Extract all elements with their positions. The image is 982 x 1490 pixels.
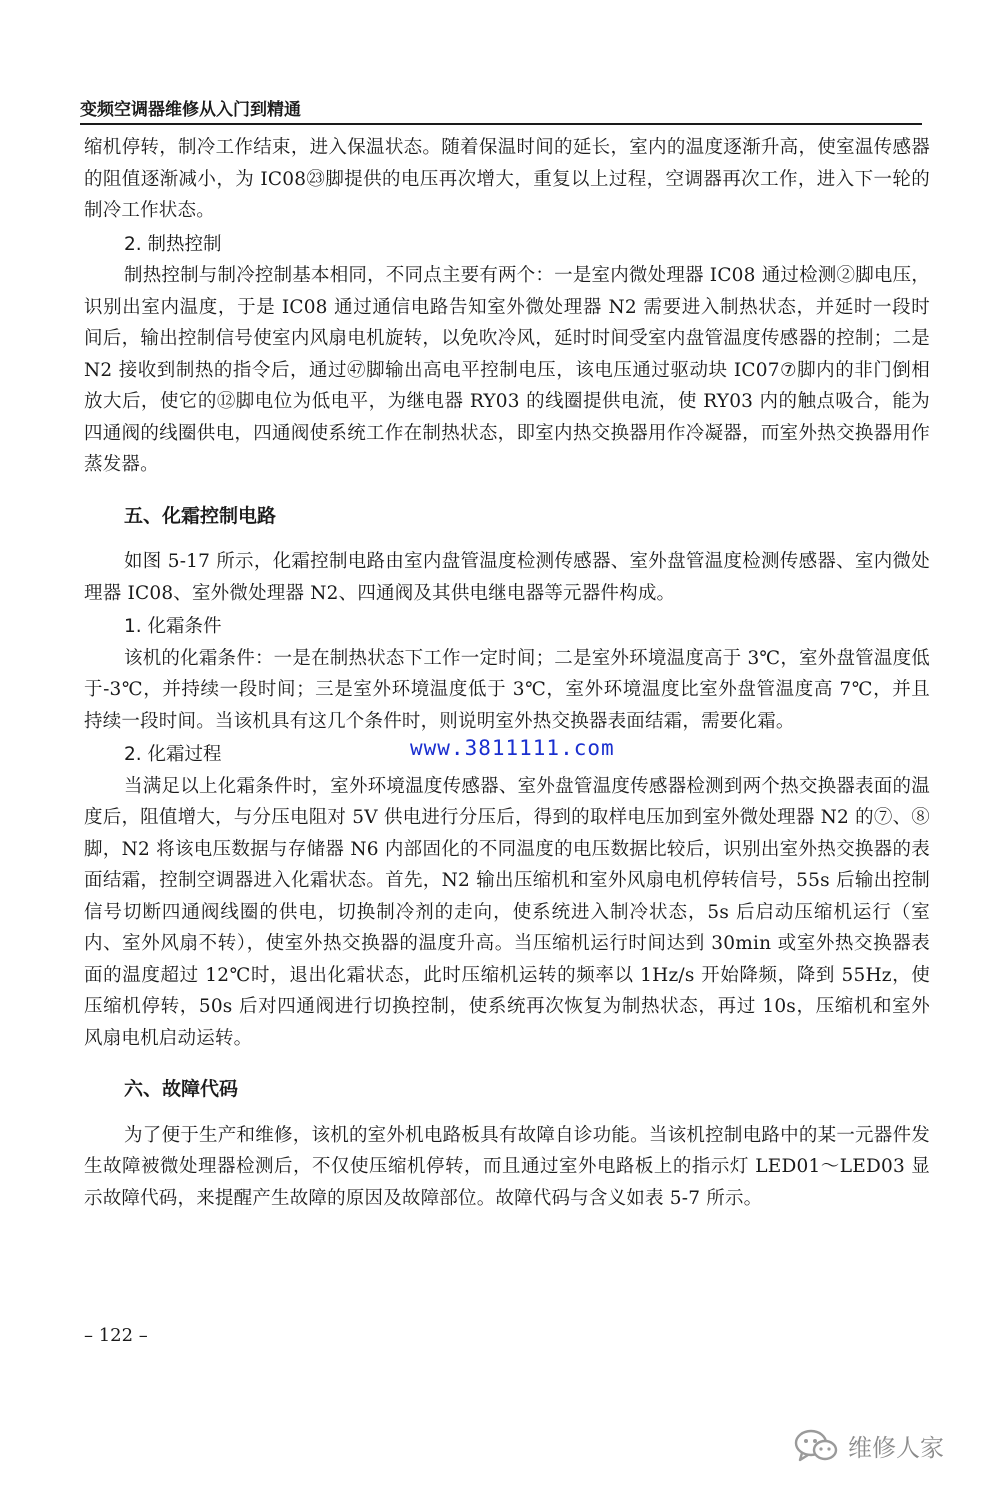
- subheading-defrost-conditions: 1. 化霜条件: [124, 616, 222, 637]
- section-heading-fault-codes: 六、故障代码: [124, 1078, 239, 1100]
- url-watermark: www.3811111.com: [410, 736, 615, 760]
- wechat-watermark: [794, 1428, 944, 1463]
- paragraph-fault-codes: 为了便于生产和维修，该机的室外机电路板具有故障自诊功能。当该机控制电路中的某一元器件发生故障被微处理器检测后，不仅使压缩机停转，而且通过室外电路板上的指示灯 LED01～LED03 显示故障代码，来提醒产生故障的原因及故障部位。故障代码与含义如表 5-7 所示。: [84, 1124, 930, 1209]
- paragraph-cooling-end: 缩机停转，制冷工作结束，进入保温状态。随着保温时间的延长，室内的温度逐渐升高，使室温传感器的阻值逐渐减小，为 IC08㉓脚提供的电压再次增大，重复以上过程，空调器再次工作，进入下一轮的制冷工作状态。: [84, 137, 930, 221]
- page-number: – 122 –: [84, 1325, 148, 1346]
- paragraph-defrost-process: 当满足以上化霜条件时，室外环境温度传感器、室外盘管温度传感器检测到两个热交换器表面的温度后，阻值增大，与分压电阻对 5V 供电进行分压后，得到的取样电压加到室外微处理器 N2 的⑦、⑧脚，N2 将该电压数据与存储器 N6 内部固化的不同温度的电压数据比较后，识别出室外热交换器的表面结霜，控制空调器进入化霜状态。首先，N2 输出压缩机和室外风扇电机停转信号，55s 后输出控制信号切断四通阀线圈的供电，切换制冷剂的走向，使系统进入制冷状态，5s 后启动压缩机运行（室内、室外风扇不转），使室外热交换器的温度升高。当压缩机运行时间达到 30min 或室外热交换器表面的温度超过 12℃时，退出化霜状态，此时压缩机运转的频率以 1Hz/s 开始降频，降到 55Hz，使压缩机停转，50s 后对四通阀进行切换控制，使系统再次恢复为制热状态，再过 10s，压缩机和室外风扇电机启动运转。: [84, 775, 930, 1049]
- subheading-heating-control: 2. 制热控制: [124, 233, 222, 255]
- paragraph-defrost-intro: 如图 5-17 所示，化霜控制电路由室内盘管温度检测传感器、室外盘管温度检测传感器、室内微处理器 IC08、室外微处理器 N2、四通阀及其供电继电器等元器件构成。: [84, 551, 930, 604]
- header-rule: [80, 123, 922, 125]
- paragraph-heating-control: 制热控制与制冷控制基本相同，不同点主要有两个：一是室内微处理器 IC08 通过检测②脚电压，识别出室内温度，于是 IC08 通过通信电路告知室外微处理器 N2 需要进入制热状态，并延时一段时间后，输出控制信号使室内风扇电机旋转，以免吹冷风，延时时间受室内盘管温度传感器的控制；二是 N2 接收到制热的指令后，通过㊼脚输出高电平控制电压，该电压通过驱动块 IC07⑦脚内的非门倒相放大后，使它的⑫脚电位为低电平，为继电器 RY03 的线圈提供电流，使 RY03 内的触点吸合，能为四通阀的线圈供电，四通阀使系统工作在制热状态，即室内热交换器用作冷凝器，而室外热交换器用作蒸发器。: [84, 265, 930, 475]
- wechat-account-name: 维修人家: [848, 1434, 944, 1462]
- wechat-icon: [794, 1429, 838, 1463]
- paragraph-defrost-conditions: 该机的化霜条件：一是在制热状态下工作一定时间；二是室外环境温度高于 3℃，室外盘管温度低于-3℃，并持续一段时间；三是室外环境温度低于 3℃，室外环境温度比室外盘管温度高 7℃，并且持续一段时间。当该机具有这几个条件时，则说明室外热交换器表面结霜，需要化霜。: [84, 647, 930, 732]
- running-header: 变频空调器维修从入门到精通: [80, 100, 301, 120]
- page-body: [84, 132, 930, 1214]
- section-heading-defrost: 五、化霜控制电路: [124, 504, 277, 527]
- subheading-defrost-process: 2. 化霜过程: [124, 744, 222, 765]
